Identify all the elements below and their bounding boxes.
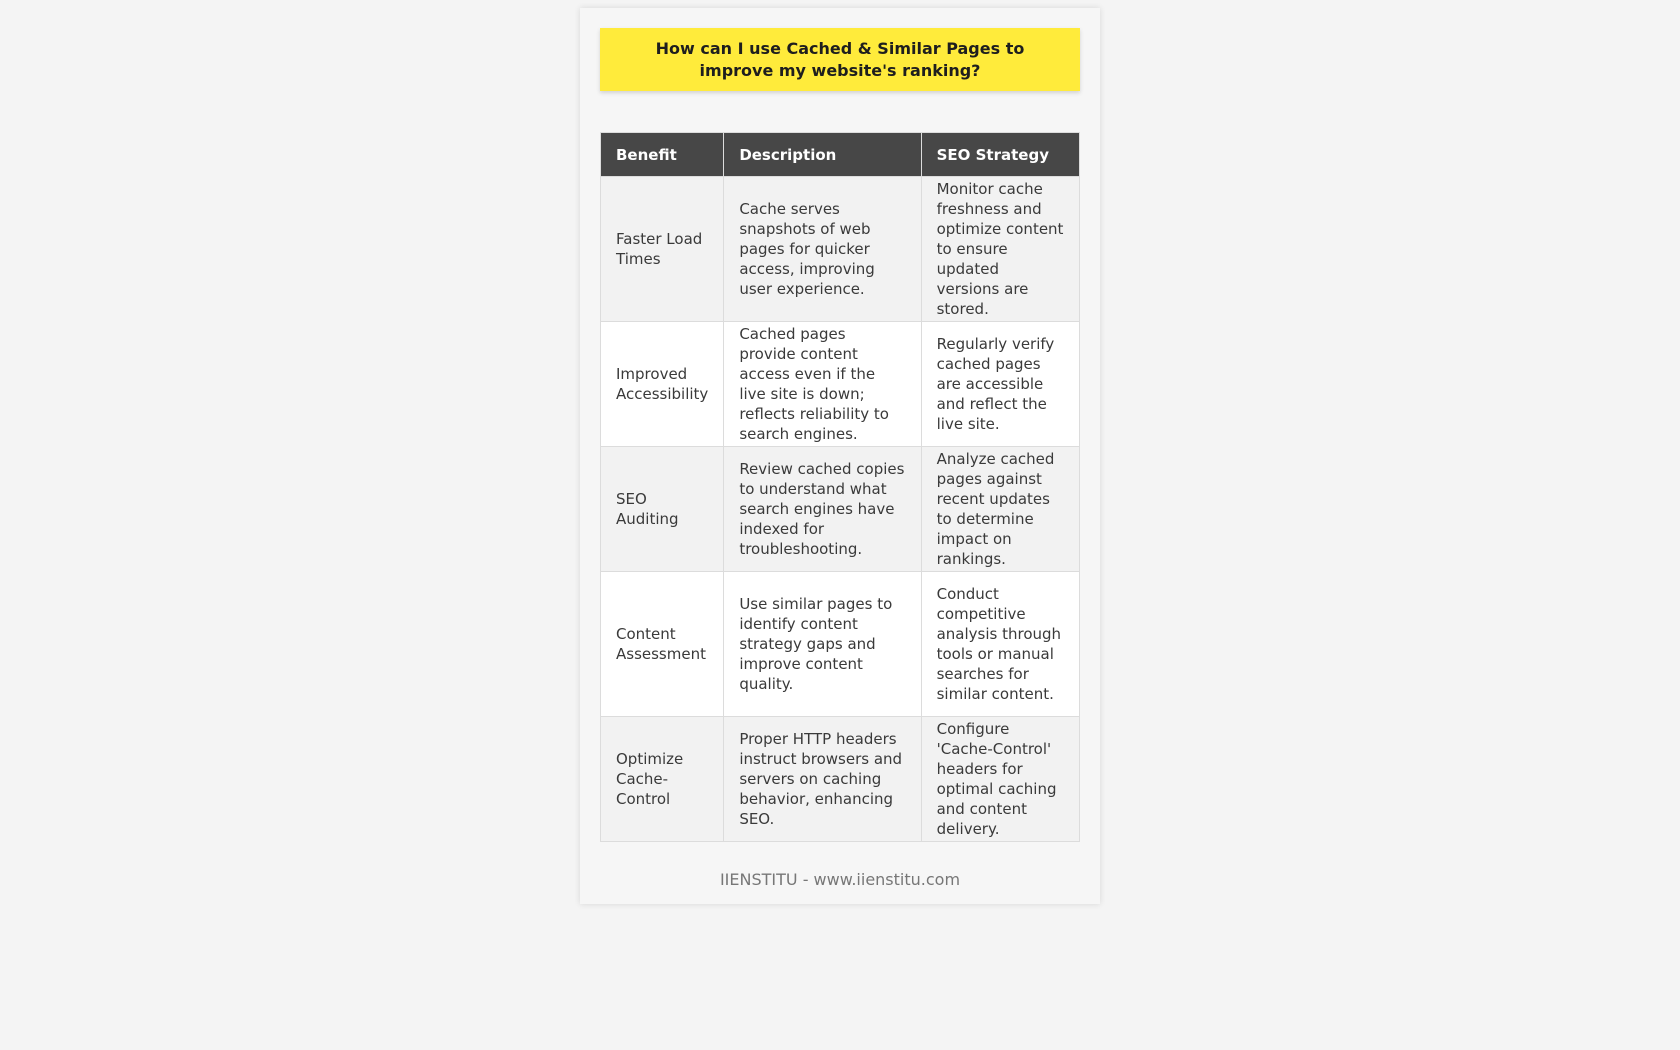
header-benefit: Benefit [601,133,724,177]
cell-strategy: Monitor cache freshness and optimize content to ensure updated versions are stored. [921,177,1079,322]
cell-benefit: Improved Accessibility [601,322,724,447]
benefits-table [600,132,1080,842]
table-row [601,322,1080,447]
cell-description: Proper HTTP headers instruct browsers and servers on caching behavior, enhancing SEO. [724,717,921,842]
cell-description: Review cached copies to understand what search engines have indexed for troubleshooting. [724,447,921,572]
cell-description: Use similar pages to identify content strategy gaps and improve content quality. [724,572,921,717]
cell-benefit: Faster Load Times [601,177,724,322]
cell-description: Cache serves snapshots of web pages for quicker access, improving user experience. [724,177,921,322]
page-title: How can I use Cached & Similar Pages to improve my website's ranking? [655,38,1025,80]
cell-strategy: Regularly verify cached pages are accessible and reflect the live site. [921,322,1079,447]
table-header-row [601,133,1080,177]
title-banner [600,28,1080,91]
cell-strategy: Analyze cached pages against recent updates to determine impact on rankings. [921,447,1079,572]
table-row [601,572,1080,717]
content-card [580,8,1100,904]
header-seo-strategy: SEO Strategy [921,133,1079,177]
cell-strategy: Conduct competitive analysis through tools or manual searches for similar content. [921,572,1079,717]
cell-benefit: SEO Auditing [601,447,724,572]
cell-strategy: Configure 'Cache-Control' headers for optimal caching and content delivery. [921,717,1079,842]
table-row [601,177,1080,322]
footer-credit: IIENSTITU - www.iienstitu.com [719,870,961,889]
table-row [601,717,1080,842]
cell-description: Cached pages provide content access even if the live site is down; reflects reliability to search engines. [724,322,921,447]
table-row [601,447,1080,572]
cell-benefit: Optimize Cache-Control [601,717,724,842]
cell-benefit: Content Assessment [601,572,724,717]
header-description: Description [724,133,921,177]
